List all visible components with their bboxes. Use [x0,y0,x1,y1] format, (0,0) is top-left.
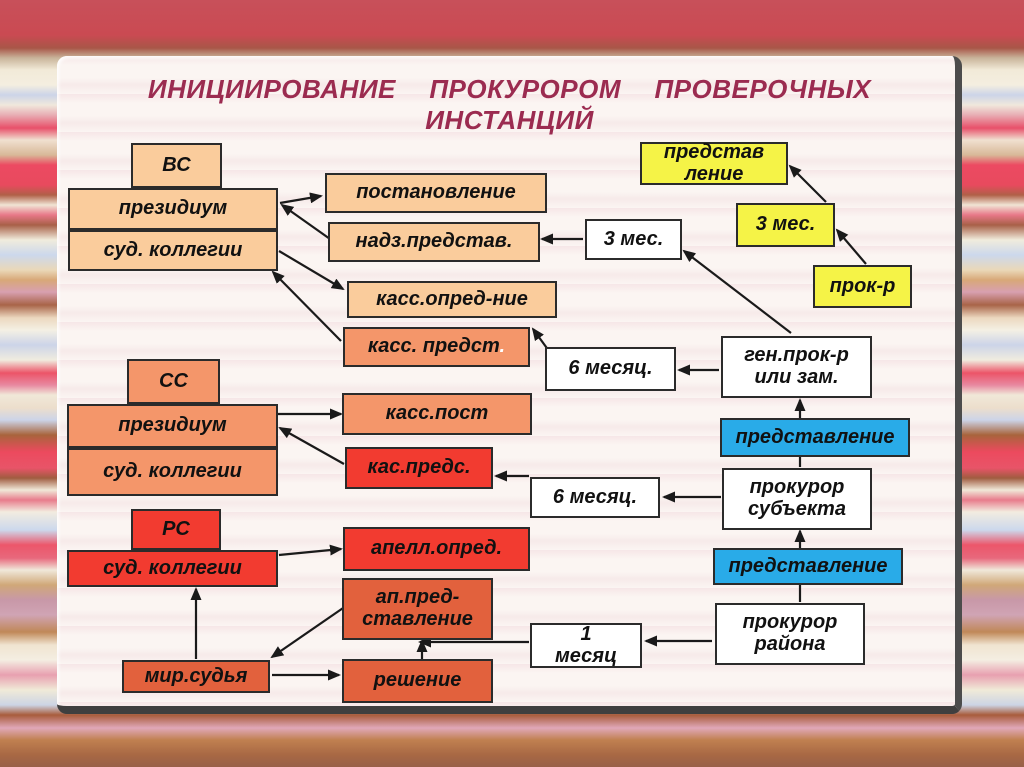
rs-collegia-label: суд. коллегии [103,556,242,579]
ss-presidium [67,404,278,448]
odin-mesyats-label: месяц [555,644,617,667]
vs-collegia-label: суд. коллегии [103,238,243,261]
vs-presidium [68,188,278,230]
postanovlenie-label: постановление [356,181,516,204]
kass-predst-label-text: касс. предст [367,335,500,358]
predstavlenie-blue-bottom [713,548,903,585]
prokuror-subekta-label: субъекта [748,498,846,520]
ss-box-label: СС [159,369,188,392]
postanovlenie [325,173,547,213]
mir-sudya [122,660,270,693]
rs-collegia [67,550,278,587]
arrow-tri-mes-yellow-to-predstavlenie-yellow [790,166,826,202]
tri-mes-yellow-label: 3 мес. [755,213,816,236]
arrow-presidium-vs-to-postanovlenie [280,196,321,203]
predstavlenie-blue-top-label: представление [735,425,895,448]
ss-collegia-label: суд. коллегии [103,460,242,483]
kas-preds-label: кас.предс. [367,456,471,479]
vs-presidium-label: президиум [118,197,228,220]
odin-mesyats [530,623,642,668]
arrow-prok-r-to-tri-mes-yellow [837,230,866,264]
kass-opred-nie-label: касс.опред-ние [376,287,528,310]
reshenie-label: решение [373,669,462,692]
reshenie [342,659,493,703]
slide-title-line1: ИНИЦИИРОВАНИЕ ПРОКУРОРОМ ПРОВЕРОЧНЫХ [147,74,872,104]
rs-box [131,509,221,550]
ss-box [127,359,220,404]
arrow-rs-collegia-to-apell-opred [279,549,341,555]
predstavlenie-yellow-label: представ [663,140,765,163]
apell-opred-label: апелл.опред. [370,537,503,560]
kass-predst [343,327,530,367]
vs-box-label: ВС [162,153,191,176]
tri-mes-white-label: 3 мес. [603,227,664,250]
shest-mes-bottom [530,477,660,518]
prokuror-rayona [715,603,865,665]
predstavlenie-yellow-label: ление [684,162,744,185]
gen-prok-r-label: или зам. [754,366,839,388]
prokuror-subekta-label: прокурор [749,476,845,499]
shest-mes-bottom-label: 6 месяц. [552,485,638,508]
odin-mesyats-label: 1 [580,622,592,645]
prokuror-rayona-label: района [754,633,826,655]
prokuror-subekta [722,468,872,530]
prok-r [813,265,912,308]
arrow-gen-prok-to-tri-mes-white [684,251,791,333]
arrow-kas-preds-to-ss-presidium [280,428,344,464]
kass-predst-label [368,336,505,358]
vs-box [131,143,222,188]
predstavlenie-blue-bottom-label: представление [728,554,888,577]
predstavlenie-yellow [640,142,788,185]
arrow-nadz-predstav-to-presidium-vs [282,205,330,239]
kas-preds [345,447,493,489]
rs-box-label: РС [162,517,190,540]
mir-sudya-label: мир.судья [144,664,248,687]
ss-presidium-label: президиум [118,414,227,437]
gen-prok-r-label: ген.прок-р [744,344,849,367]
nadz-predstav [328,222,540,262]
shest-mes-top [545,347,676,391]
predstavlenie-blue-top [720,418,910,457]
kass-post-label: касс.пост [385,402,489,425]
kass-opred-nie [347,281,557,318]
tri-mes-white [585,219,682,260]
prok-r-label: прок-р [829,274,896,297]
ap-predstavlenie-label: ап.пред- [375,586,460,609]
tri-mes-yellow [736,203,835,247]
prokuror-rayona-label: прокурор [742,611,838,634]
arrow-ap-predstavlenie-to-mir-sudya [272,606,346,657]
nadz-predstav-label: надз.представ. [355,230,513,253]
slide-title-line2: ИНСТАНЦИЙ [425,104,594,135]
ap-predstavlenie [342,578,493,640]
apell-opred [343,527,530,571]
kass-post [342,393,532,435]
vs-collegia [68,230,278,271]
kass-predst-label-dot: . [499,335,506,358]
ss-collegia [67,448,278,496]
gen-prok-r [721,336,872,398]
shest-mes-top-label: 6 месяц. [568,357,653,380]
ap-predstavlenie-label: ставление [362,608,473,630]
slide-title [57,74,962,135]
